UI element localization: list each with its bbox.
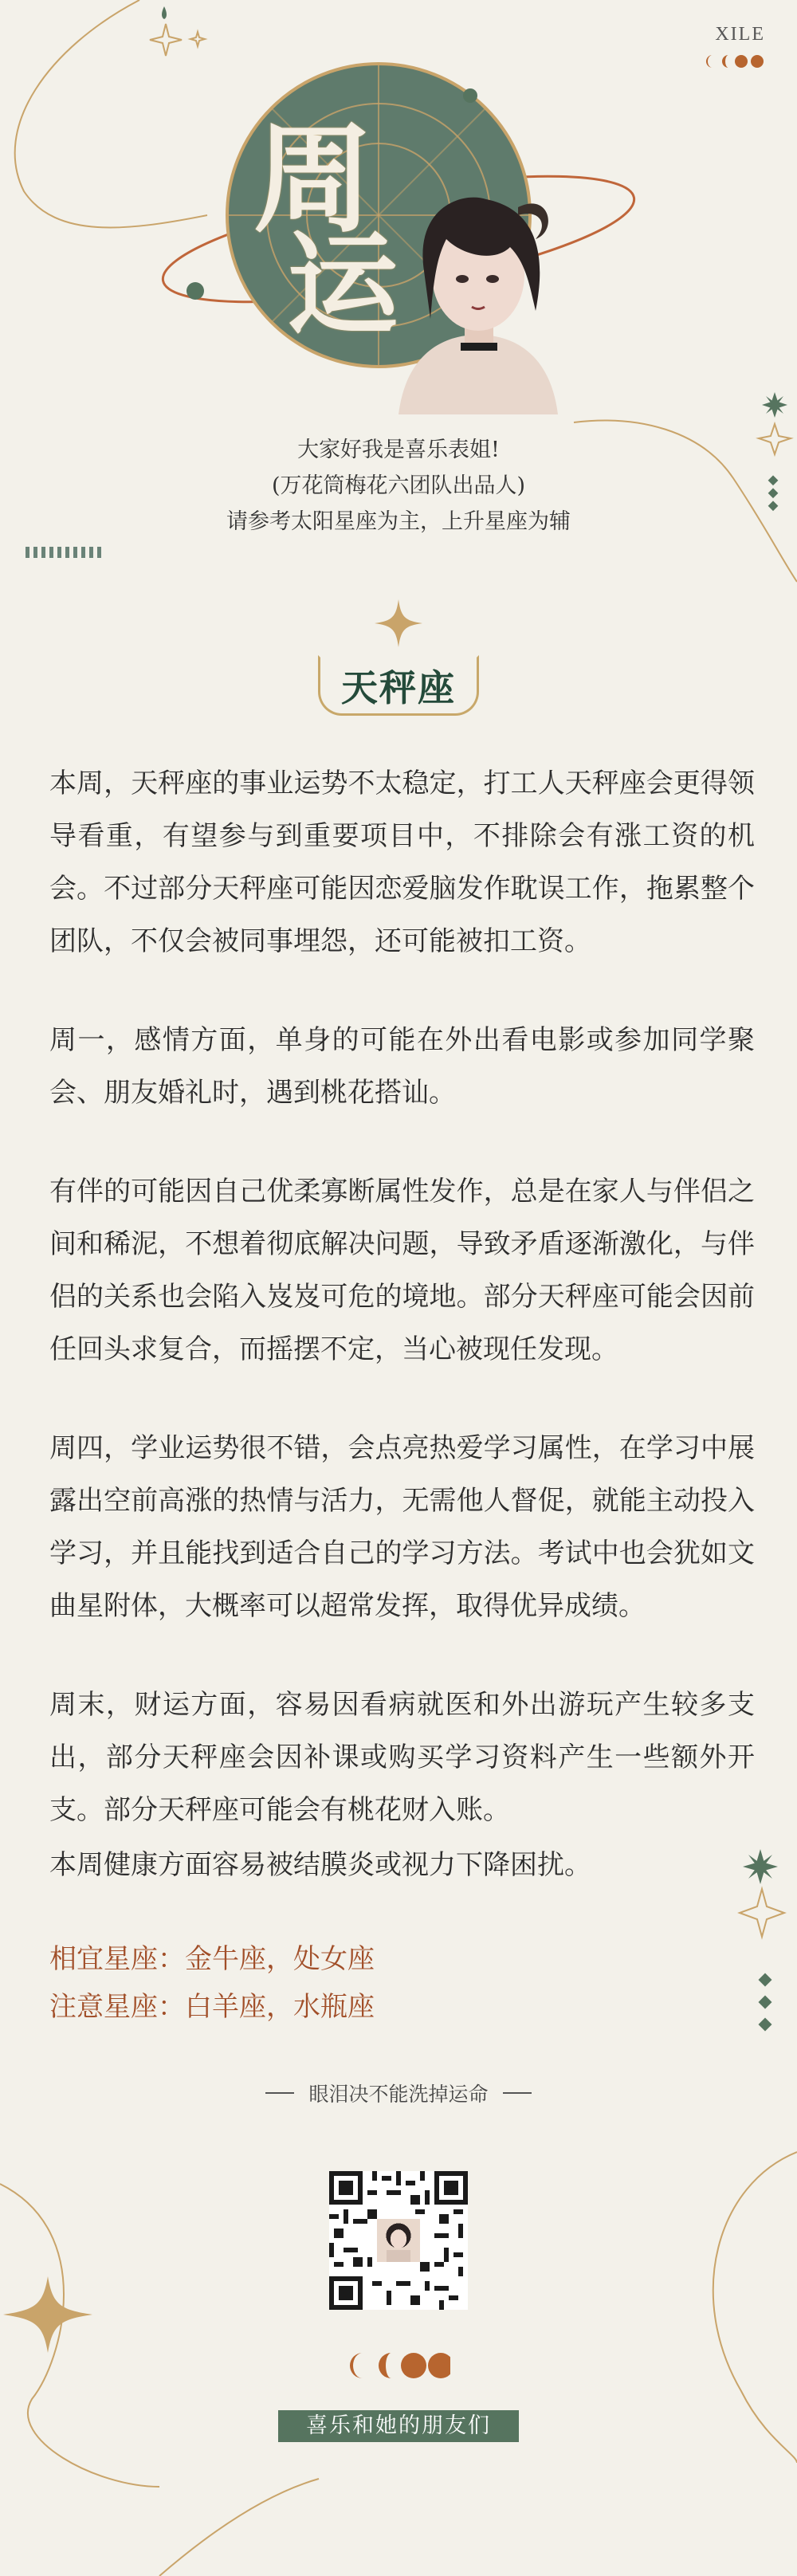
health-note: 本周健康方面容易被结膜炎或视力下降困扰。 [49,1849,591,1881]
intro-line: 请参考太阳星座为主，上升星座为辅 [226,509,571,534]
paragraph-study: 周四，学业运势很不错，会点亮热爱学习属性，在学习中展露出空前高涨的热情与活力，无需他人督促，就能主动投入学习，并且能找到适合自己的学习方法。考试中也会犹如文曲星附体，大概率可以超常发挥，取得优异成绩。 [49,1432,755,1622]
footer-badge: 喜乐和她的朋友们 [278,2410,519,2442]
paragraph-love-partnered: 有伴的可能因自己优柔寡断属性发作，总是在家人与伴侣之间和稀泥，不想着彻底解决问题，导致矛盾逐渐激化，与伴侣的关系也会陷入岌岌可危的境地。部分天秤座可能会因前任回头求复合，而摇摆不定，当心被现任发现。 [49,1176,755,1365]
hero-title-char-2: 运 [287,220,399,351]
paragraph-wealth: 周末，财运方面，容易因看病就医和外出游玩产生较多支出，部分天秤座会因补课或购买学习资料产生一些额外开支。部分天秤座可能会有桃花财入账。 [49,1689,755,1826]
decorative-bars [26,547,101,558]
motto-text: 眼泪决不能洗掉运命 [308,2083,489,2106]
star-icon [740,1889,784,1937]
qr-code[interactable] [329,2171,468,2310]
compatible-signs: 相宜星座：金牛座，处女座 [49,1943,375,1975]
sign-heading [0,655,797,716]
compatibility-section [49,1935,375,2031]
sparkle-icon [375,599,422,647]
divider [265,2092,294,2094]
horoscope-body [49,757,755,1883]
brand-name: XILE [715,24,765,45]
hero-illustration [0,0,797,430]
hero-banner [0,0,797,430]
paragraph-love-single: 周一，感情方面，单身的可能在外出看电影或参加同学聚会、朋友婚礼时，遇到桃花搭讪。 [49,1024,755,1109]
moon-phase-icon [347,2351,450,2380]
intro-line: 大家好我是喜乐表姐! [297,438,500,462]
sparkle-icon [3,2276,92,2353]
moon-phases [0,2351,797,2380]
sign-title: 天秤座 [318,655,479,716]
diamond-icon [759,1973,772,2032]
intro-line: (万花筒梅花六团队出品人) [271,473,526,498]
motto [0,2079,797,2107]
divider [503,2092,532,2094]
intro-text [0,432,797,540]
caution-signs: 注意星座：白羊座，水瓶座 [49,1991,375,2023]
hero-title-char-1: 周 [253,109,374,249]
paragraph-career: 本周，天秤座的事业运势不太稳定，打工人天秤座会更得领导看重，有望参与到重要项目中，不排除会有涨工资的机会。不过部分天秤座可能因恋爱脑发作耽误工作，拖累整个团队，不仅会被同事埋怨，还可能被扣工资。 [49,768,755,957]
